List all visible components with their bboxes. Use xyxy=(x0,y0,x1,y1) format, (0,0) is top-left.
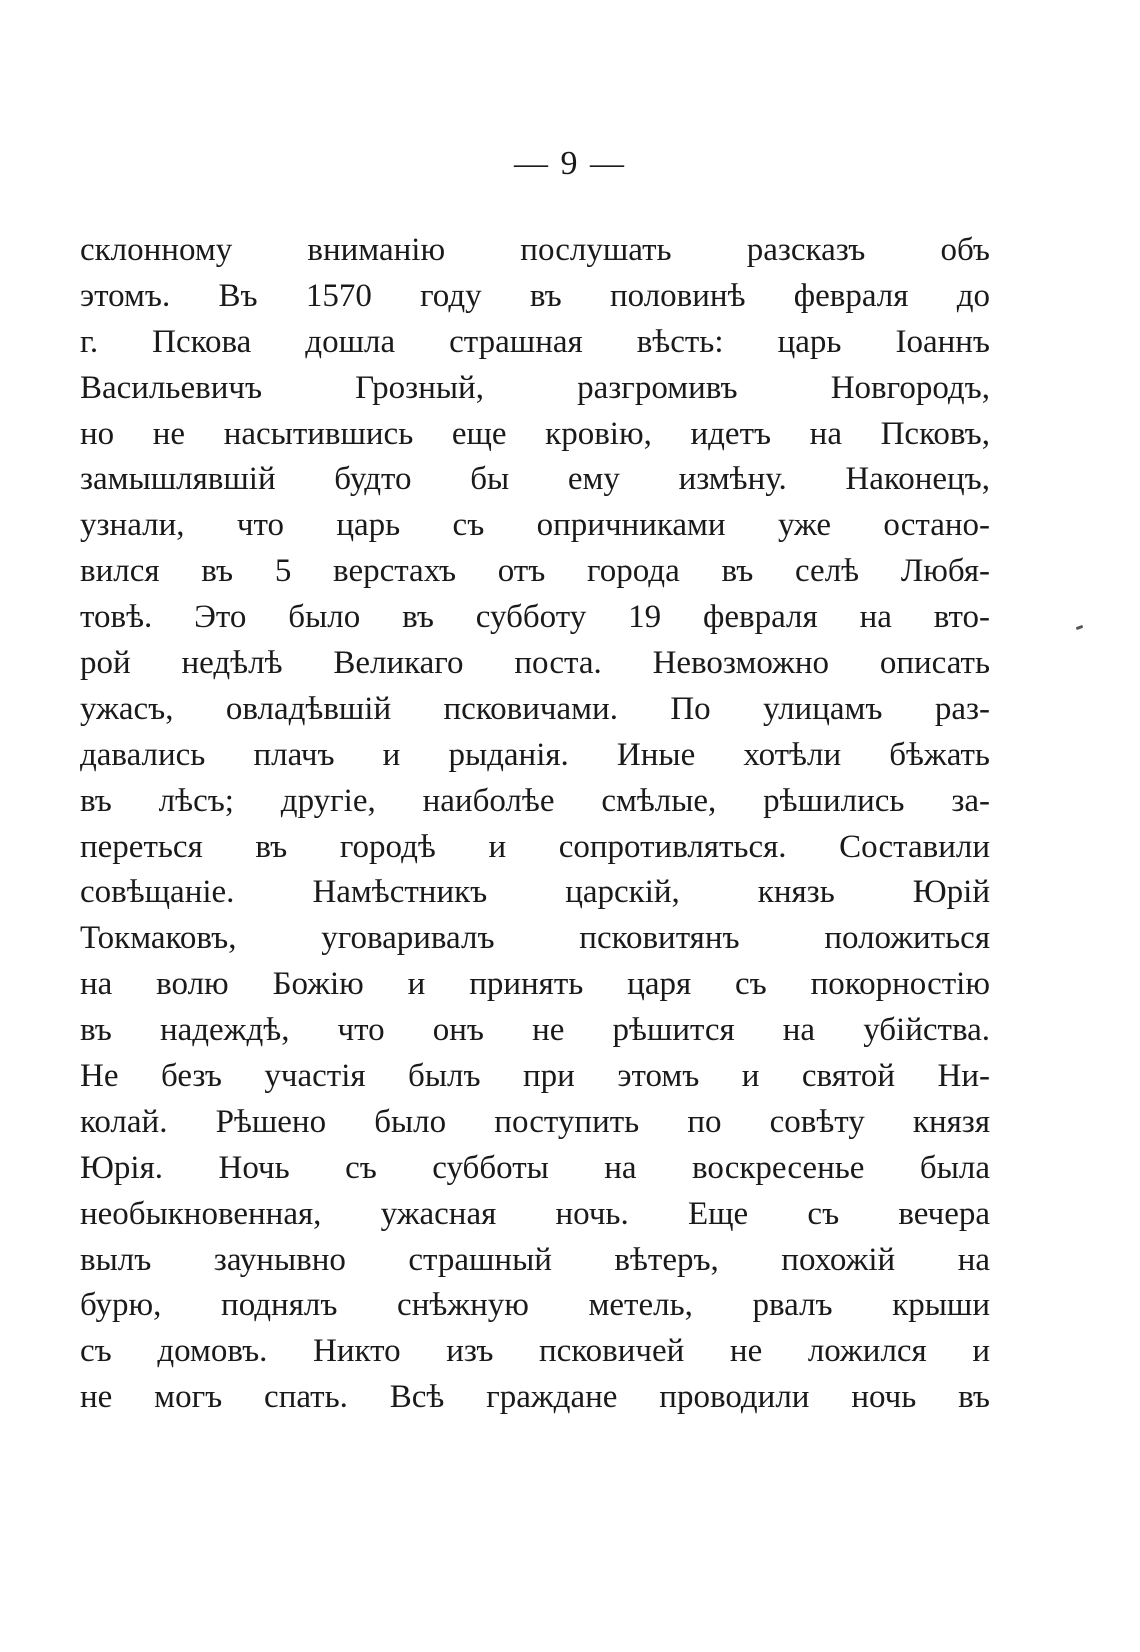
text-line: рой недѣлѣ Великаго поста. Невозможно описать xyxy=(80,645,990,682)
ink-speck xyxy=(1076,625,1084,630)
text-line: въ лѣсъ; другіе, наиболѣе смѣлые, рѣшились за- xyxy=(80,782,990,819)
body-text xyxy=(80,228,990,1421)
text-line: ужасъ, овладѣвшій псковичами. По улицамъ раз- xyxy=(80,690,990,727)
text-line: вился въ 5 верстахъ отъ города въ селѣ Любя- xyxy=(80,553,990,590)
text-line: въ надеждѣ, что онъ не рѣшится на убійства. xyxy=(80,1012,990,1049)
text-line: замышлявшій будто бы ему измѣну. Наконецъ, xyxy=(80,461,990,498)
text-line: Токмаковъ, уговаривалъ псковитянъ положиться xyxy=(80,920,990,957)
text-line: узнали, что царь съ опричниками уже остано- xyxy=(80,507,990,544)
text-line: г. Пскова дошла страшная вѣсть: царь Іоаннъ xyxy=(80,323,990,360)
text-line: склонному вниманію послушать разсказъ объ xyxy=(80,232,990,268)
text-line: но не насытившись еще кровію, идетъ на Псковъ, xyxy=(80,415,990,452)
text-line: Васильевичъ Грозный, разгромивъ Новгородъ, xyxy=(80,369,990,406)
text-line: бурю, поднялъ снѣжную метель, рвалъ крыши xyxy=(80,1287,990,1324)
text-line: на волю Божію и принять царя съ покорностію xyxy=(80,966,990,1003)
text-line: съ домовъ. Никто изъ псковичей не ложился и xyxy=(80,1333,990,1370)
text-line: необыкновенная, ужасная ночь. Еще съ вечера xyxy=(80,1195,990,1232)
text-line: этомъ. Въ 1570 году въ половинѣ февраля до xyxy=(80,277,990,314)
text-line: давались плачъ и рыданія. Иные хотѣли бѣжать xyxy=(80,736,990,773)
text-line: не могъ спать. Всѣ граждане проводили ночь въ xyxy=(80,1379,990,1416)
text-line: вылъ заунывно страшный вѣтеръ, похожій на xyxy=(80,1241,990,1278)
page-number: — 9 — xyxy=(514,145,626,182)
text-line: Не безъ участія былъ при этомъ и святой Ни- xyxy=(80,1058,990,1095)
text-line: Юрія. Ночь съ субботы на воскресенье была xyxy=(80,1149,990,1186)
text-line: совѣщаніе. Намѣстникъ царскій, князь Юрій xyxy=(80,874,990,911)
text-line: товѣ. Это было въ субботу 19 февраля на вто- xyxy=(80,599,990,636)
text-line: переться въ городѣ и сопротивляться. Составили xyxy=(80,828,990,865)
text-line: колай. Рѣшено было поступить по совѣту князя xyxy=(80,1103,990,1140)
